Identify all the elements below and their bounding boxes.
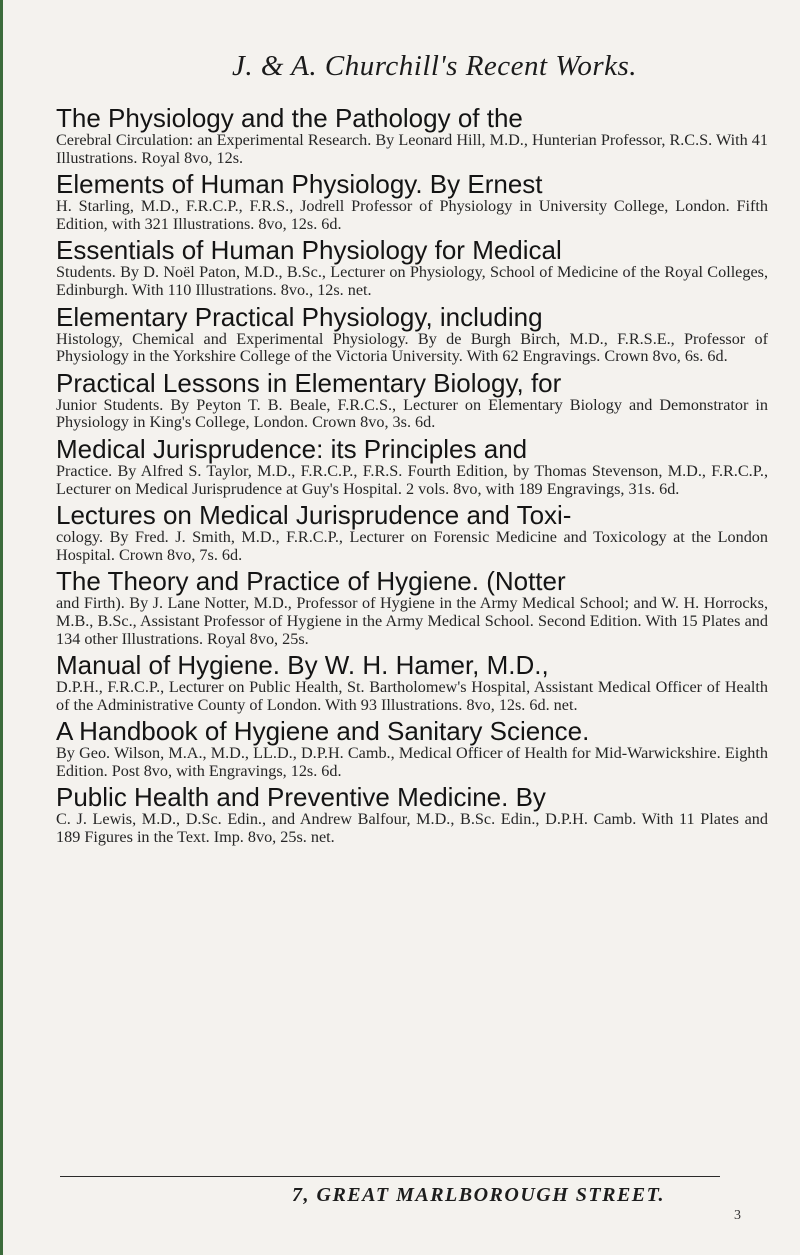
book-description: C. J. Lewis, M.D., D.Sc. Edin., and Andrew Balfour, M.D., B.Sc. Edin., D.P.H. Camb. With 11 Plates and 189 Figures in the Text. Imp. 8vo, 25s. net. xyxy=(56,810,768,847)
book-description: H. Starling, M.D., F.R.C.P., F.R.S., Jodrell Professor of Physiology in University College, London. Fifth Edition, with 321 Illustrations. 8vo, 12s. 6d. xyxy=(56,197,768,233)
book-description: cology. By Fred. J. Smith, M.D., F.R.C.P., Lecturer on Forensic Medicine and Toxicology at the London Hospital. Crown 8vo, 7s. 6d. xyxy=(56,528,768,564)
book-description: D.P.H., F.R.C.P., Lecturer on Public Health, St. Bartholomew's Hospital, Assistant Medical Officer of Health of the Administrative County of London. With 93 Illustrations. 8vo, 12s. 6d. net. xyxy=(56,678,768,714)
page-edge xyxy=(0,0,3,1255)
book-title: Manual of Hygiene. By W. H. Hamer, M.D., xyxy=(56,650,549,681)
book-entry xyxy=(56,301,768,366)
page-number: 3 xyxy=(734,1208,741,1223)
book-title: Elementary Practical Physiology, including xyxy=(56,301,543,332)
book-entry xyxy=(56,237,768,299)
book-title: Elements of Human Physiology. By Ernest xyxy=(56,169,543,200)
book-description: and Firth). By J. Lane Notter, M.D., Professor of Hygiene in the Army Medical School; and W. H. Horrocks, M.B., B.Sc., Assistant Professor of Hygiene in the Army Medical School. Second Edition. With 15 Plates and 134 other Illustrations. Royal 8vo, 25s. xyxy=(56,594,768,648)
book-description: By Geo. Wilson, M.A., M.D., LL.D., D.P.H. Camb., Medical Officer of Health for Mid-Warwickshire. Eighth Edition. Post 8vo, with Engravings, 12s. 6d. xyxy=(56,744,768,780)
book-list xyxy=(56,105,768,851)
book-entry xyxy=(56,718,768,780)
book-entry xyxy=(56,367,768,432)
book-title: A Handbook of Hygiene and Sanitary Science. xyxy=(56,716,590,747)
book-description: Junior Students. By Peyton T. B. Beale, F.R.C.S., Lecturer on Elementary Biology and Demonstrator in Physiology in King's College, London. Crown 8vo, 3s. 6d. xyxy=(56,395,768,432)
book-title: Medical Jurisprudence: its Principles and xyxy=(56,433,528,464)
book-entry xyxy=(56,784,768,846)
book-entry xyxy=(56,433,768,498)
book-title: Public Health and Preventive Medicine. By xyxy=(56,782,546,813)
book-entry xyxy=(56,171,768,233)
book-title: The Physiology and the Pathology of the xyxy=(56,103,523,133)
footer-divider xyxy=(60,1176,720,1177)
book-entry xyxy=(56,652,768,714)
page-header: J. & A. Churchill's Recent Works. xyxy=(232,50,638,82)
publisher-address: 7, GREAT MARLBOROUGH STREET. xyxy=(292,1184,666,1206)
book-entry xyxy=(56,502,768,564)
book-title: Essentials of Human Physiology for Medical xyxy=(56,235,562,266)
book-description: Histology, Chemical and Experimental Physiology. By de Burgh Birch, M.D., F.R.S.E., Professor of Physiology in the Yorkshire College of the Victoria University. With 62 Engravings. Crown 8vo, 6s. 6d. xyxy=(56,329,768,366)
book-entry xyxy=(56,568,768,648)
book-description: Practice. By Alfred S. Taylor, M.D., F.R.C.P., F.R.S. Fourth Edition, by Thomas Stevenson, M.D., F.R.C.P., Lecturer on Medical Jurisprudence at Guy's Hospital. 2 vols. 8vo, with 189 Engravings, 31s. 6d. xyxy=(56,461,768,498)
book-description: Students. By D. Noël Paton, M.D., B.Sc., Lecturer on Physiology, School of Medicine of the Royal Colleges, Edinburgh. With 110 Illustrations. 8vo., 12s. net. xyxy=(56,263,768,299)
book-title: Lectures on Medical Jurisprudence and Toxi- xyxy=(56,500,572,531)
book-description: Cerebral Circulation: an Experimental Research. By Leonard Hill, M.D., Hunterian Professor, R.C.S. With 41 Illustrations. Royal 8vo, 12s. xyxy=(56,131,768,167)
book-title: The Theory and Practice of Hygiene. (Notter xyxy=(56,566,566,597)
book-title: Practical Lessons in Elementary Biology, for xyxy=(56,367,562,398)
book-entry xyxy=(56,105,768,167)
